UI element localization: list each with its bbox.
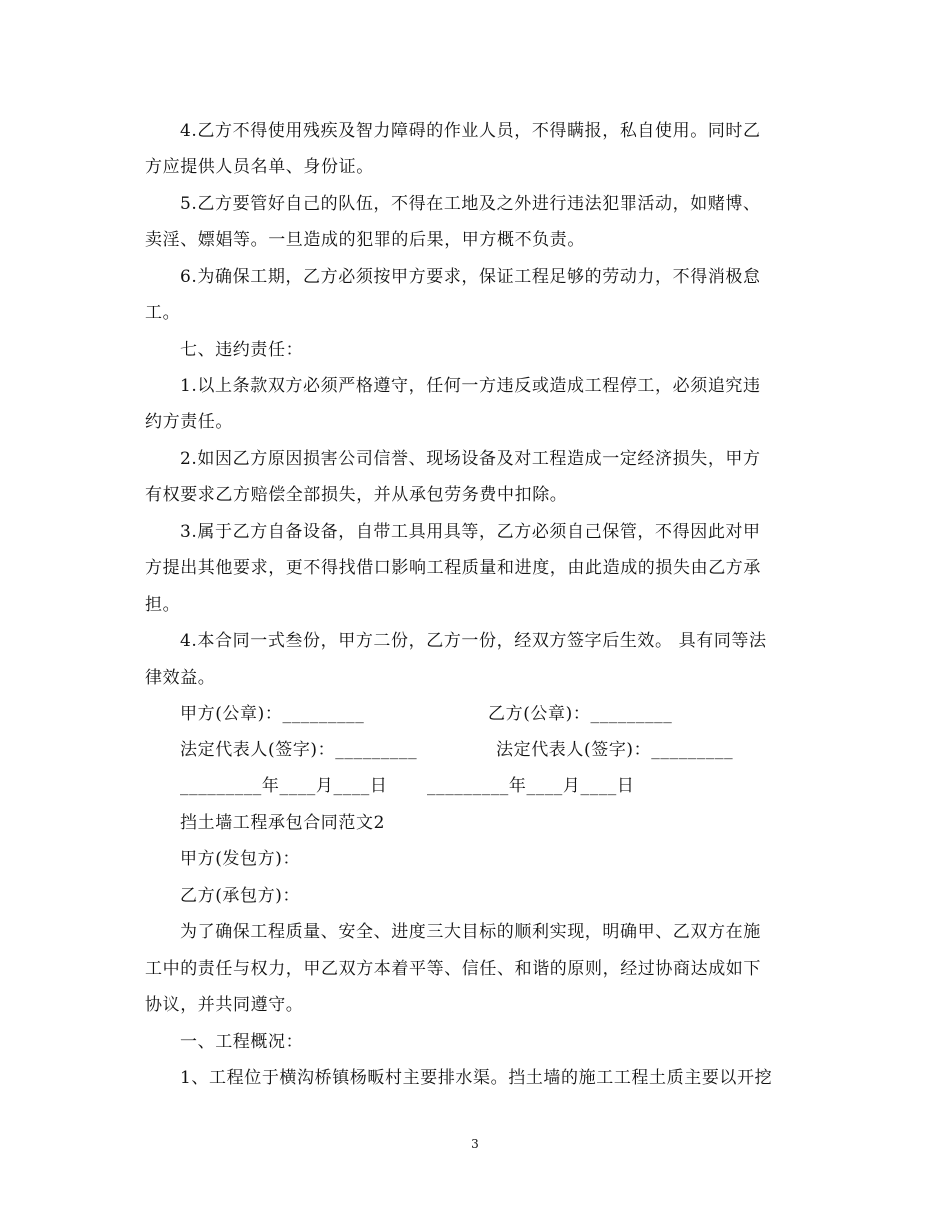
paragraph-line: 1、工程位于横沟桥镇杨畈村主要排水渠。挡土墙的施工工程土质主要以开挖	[180, 1068, 773, 1088]
paragraph-line: 有权要求乙方赔偿全部损失，并从承包劳务费中扣除。	[145, 485, 568, 505]
party-a-label: 甲方(发包方)：	[180, 849, 301, 869]
party-b-date: _________年____月____日	[427, 776, 635, 796]
paragraph-line: 6.为确保工期，乙方必须按甲方要求，保证工程足够的劳动力，不得消极怠	[180, 267, 761, 287]
paragraph-line: 2.如因乙方原因损害公司信誉、现场设备及对工程造成一定经济损失，甲方	[180, 449, 761, 469]
party-b-representative: 法定代表人(签字)：_________	[496, 740, 734, 760]
party-a-date: _________年____月____日	[180, 776, 388, 796]
section-heading: 一、工程概况：	[180, 1032, 304, 1052]
page-number: 3	[471, 1137, 479, 1151]
party-a-seal: 甲方(公章)：_________	[180, 704, 365, 724]
paragraph-line: 3.属于乙方自备设备，自带工具用具等，乙方必须自己保管，不得因此对甲	[180, 522, 761, 542]
paragraph-line: 约方责任。	[145, 412, 233, 432]
paragraph-line: 4.本合同一式叁份，甲方二份，乙方一份，经双方签字后生效。 具有同等法	[180, 631, 767, 651]
paragraph-line: 方提出其他要求，更不得找借口影响工程质量和进度，由此造成的损失由乙方承	[145, 558, 761, 578]
paragraph-line: 方应提供人员名单、身份证。	[145, 157, 374, 177]
party-b-seal: 乙方(公章)：_________	[488, 704, 673, 724]
paragraph-line: 5.乙方要管好自己的队伍，不得在工地及之外进行违法犯罪活动，如赌博、	[180, 194, 761, 214]
paragraph-line: 卖淫、嫖娼等。一旦造成的犯罪的后果，甲方概不负责。	[145, 230, 585, 250]
paragraph-line: 4.乙方不得使用残疾及智力障碍的作业人员，不得瞒报，私自使用。同时乙	[180, 121, 761, 141]
section-heading: 七、违约责任：	[180, 340, 304, 360]
paragraph-line: 律效益。	[145, 668, 216, 688]
party-a-representative: 法定代表人(签字)：_________	[180, 740, 418, 760]
paragraph-line: 协议，并共同遵守。	[145, 995, 304, 1015]
paragraph-line: 担。	[145, 595, 181, 615]
paragraph-line: 为了确保工程质量、安全、进度三大目标的顺利实现，明确甲、乙双方在施	[180, 922, 761, 942]
document-subtitle: 挡土墙工程承包合同范文2	[180, 813, 386, 833]
paragraph-line: 1.以上条款双方必须严格遵守，任何一方违反或造成工程停工，必须追究违	[180, 376, 761, 396]
paragraph-line: 工中的责任与权力，甲乙双方本着平等、信任、和谐的原则，经过协商达成如下	[145, 959, 761, 979]
party-b-label: 乙方(承包方)：	[180, 886, 301, 906]
paragraph-line: 工。	[145, 303, 181, 323]
